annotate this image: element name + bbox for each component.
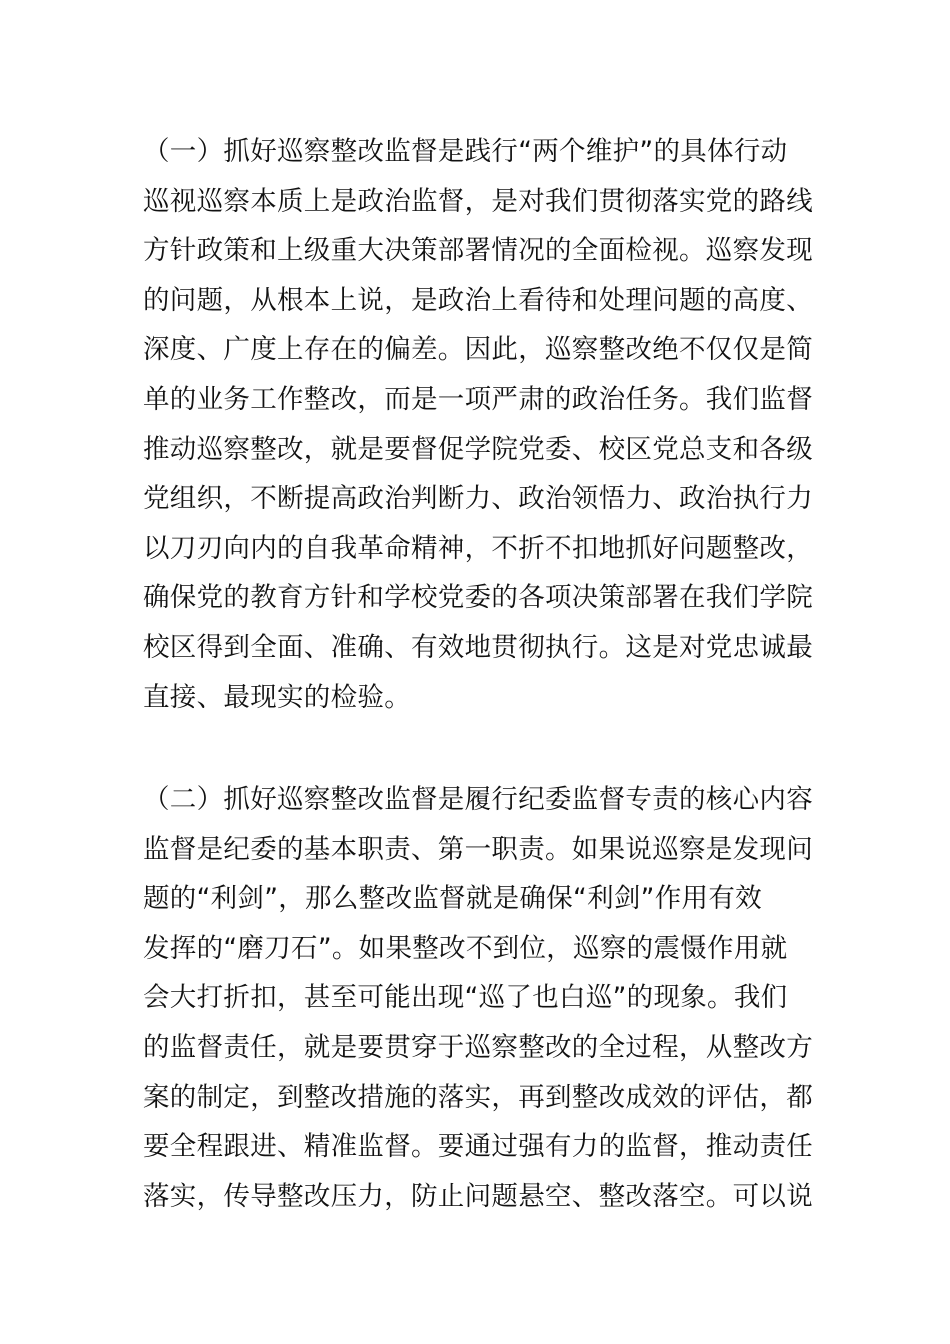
section-one-heading: （一）抓好巡察整改监督是践行“两个维护”的具体行动 (143, 136, 788, 167)
paragraph-line: 推动巡察整改，就是要督促学院党委、校区党总支和各级 (143, 433, 813, 465)
paragraph-line: 方针政策和上级重大决策部署情况的全面检视。巡察发现 (143, 235, 813, 267)
paragraph-line: 落实，传导整改压力，防止问题悬空、整改落空。可以说 (143, 1180, 813, 1212)
paragraph-line: 题的“利剑”，那么整改监督就是确保“利剑”作用有效 (143, 883, 762, 915)
paragraph-line: 会大打折扣，甚至可能出现“巡了也白巡”的现象。我们 (143, 982, 788, 1014)
section-two-heading: （二）抓好巡察整改监督是履行纪委监督专责的核心内容 (143, 784, 813, 815)
paragraph-line: 案的制定，到整改措施的落实，再到整改成效的评估，都 (143, 1081, 813, 1113)
paragraph-line: 要全程跟进、精准监督。要通过强有力的监督，推动责任 (143, 1131, 813, 1163)
paragraph-line: 校区得到全面、准确、有效地贯彻执行。这是对党忠诚最 (143, 631, 813, 663)
section-one (143, 127, 823, 722)
paragraph-line: 的问题，从根本上说，是政治上看待和处理问题的高度、 (143, 284, 813, 316)
paragraph-line: 深度、广度上存在的偏差。因此，巡察整改绝不仅仅是简 (143, 334, 813, 366)
paragraph-line: 以刀刃向内的自我革命精神，不折不扣地抓好问题整改， (143, 532, 813, 564)
paragraph-line: 确保党的教育方针和学校党委的各项决策部署在我们学院 (143, 582, 813, 614)
paragraph-line: 直接、最现实的检验。 (143, 681, 411, 713)
paragraph-line: 巡视巡察本质上是政治监督，是对我们贯彻落实党的路线 (143, 185, 813, 217)
paragraph-line: 的监督责任，就是要贯穿于巡察整改的全过程，从整改方 (143, 1031, 813, 1063)
paragraph-line: 单的业务工作整改，而是一项严肃的政治任务。我们监督 (143, 383, 813, 415)
paragraph-line: 发挥的“磨刀石”。如果整改不到位，巡察的震慑作用就 (143, 932, 788, 964)
paragraph-line: 监督是纪委的基本职责、第一职责。如果说巡察是发现问 (143, 833, 813, 865)
paragraph-line: 党组织，不断提高政治判断力、政治领悟力、政治执行力 (143, 483, 813, 515)
section-two (143, 775, 823, 1221)
